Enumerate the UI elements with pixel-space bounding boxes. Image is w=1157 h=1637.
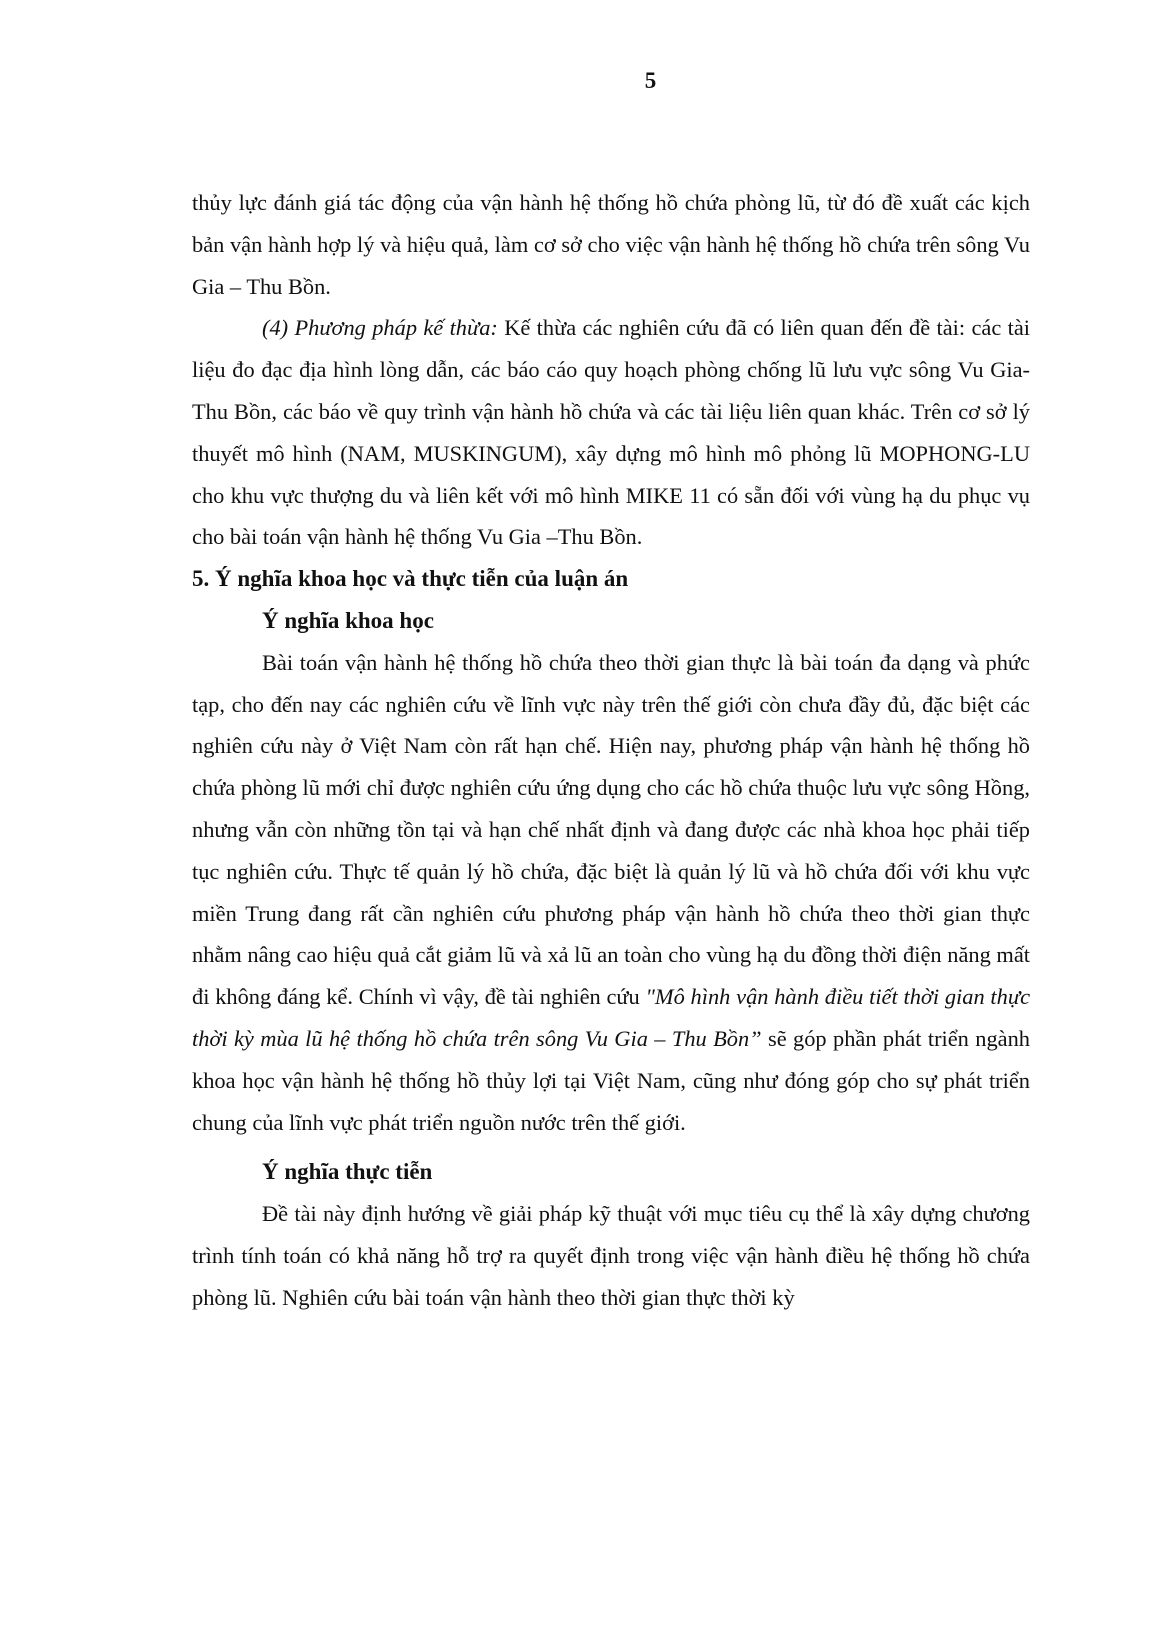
paragraph-inheritance-method <box>192 307 1030 558</box>
page-number: 5 <box>644 68 657 93</box>
inheritance-method-label: (4) Phương pháp kế thừa: <box>262 315 498 341</box>
paragraph-hydraulic-assessment: thủy lực đánh giá tác động của vận hành hệ thống hồ chứa phòng lũ, từ đó đề xuất các kịch bản vận hành hợp lý và hiệu quả, làm cơ sở cho việc vận hành hệ thống hồ chứa trên sông Vu Gia – Thu Bồn. <box>192 190 1030 299</box>
subheading-practical-significance: Ý nghĩa thực tiễn <box>262 1159 433 1185</box>
paragraph-scientific-significance <box>192 642 1030 1144</box>
paragraph-practical-significance: Đề tài này định hướng về giải pháp kỹ thuật với mục tiêu cụ thể là xây dựng chương trình tính toán có khả năng hỗ trợ ra quyết định trong việc vận hành điều hệ thống hồ chứa phòng lũ. Nghiên cứu bài toán vận hành theo thời gian thực thời kỳ <box>192 1201 1030 1310</box>
subheading-scientific-significance: Ý nghĩa khoa học <box>262 607 434 633</box>
scientific-text-part-2: sẽ góp phần phát triển ngành khoa học vận hành hệ thống hồ thủy lợi tại Việt Nam, cũng như đóng góp cho sự phát triển chung của lĩnh vực phát triển nguồn nước trên thế giới. <box>192 1025 1030 1135</box>
document-body <box>192 182 1030 1319</box>
scientific-text-part-1: Bài toán vận hành hệ thống hồ chứa theo thời gian thực là bài toán đa dạng và phức tạp, cho đến nay các nghiên cứu về lĩnh vực này trên thế giới còn chưa đầy đủ, đặc biệt các nghiên cứu này ở Việt Nam còn rất hạn chế. Hiện nay, phương pháp vận hành hệ thống hồ chứa phòng lũ mới chỉ được nghiên cứu ứng dụng cho các hồ chứa thuộc lưu vực sông Hồng, nhưng vẫn còn những tồn tại và hạn chế nhất định và đang được các nhà khoa học phải tiếp tục nghiên cứu. Thực tế quản lý hồ chứa, đặc biệt là quản lý lũ và hồ chứa đối với khu vực miền Trung đang rất cần nghiên cứu phương pháp vận hành hồ chứa theo thời gian thực nhằm nâng cao hiệu quả cắt giảm lũ và xả lũ an toàn cho vùng hạ du đồng thời điện năng mất đi không đáng kể. Chính vì vậy, đề tài nghiên cứu <box>192 649 1030 1010</box>
thesis-title-italic: "Mô hình vận hành điều tiết thời gian thực thời kỳ mùa lũ hệ thống hồ chứa trên sông Vu Gia – Thu Bồn” <box>192 984 1031 1051</box>
inheritance-method-text: Kế thừa các nghiên cứu đã có liên quan đến đề tài: các tài liệu đo đạc địa hình lòng dẫn, các báo cáo quy hoạch phòng chống lũ lưu vực sông Vu Gia-Thu Bồn, các báo về quy trình vận hành hồ chứa và các tài liệu liên quan khác. Trên cơ sở lý thuyết mô hình (NAM, MUSKINGUM), xây dựng mô hình mô phỏng lũ MOPHONG-LU cho khu vực thượng du và liên kết với mô hình MIKE 11 có sẵn đối với vùng hạ du phục vụ cho bài toán vận hành hệ thống Vu Gia –Thu Bồn. <box>192 315 1030 550</box>
section-5-heading: 5. Ý nghĩa khoa học và thực tiễn của luận án <box>192 566 629 592</box>
